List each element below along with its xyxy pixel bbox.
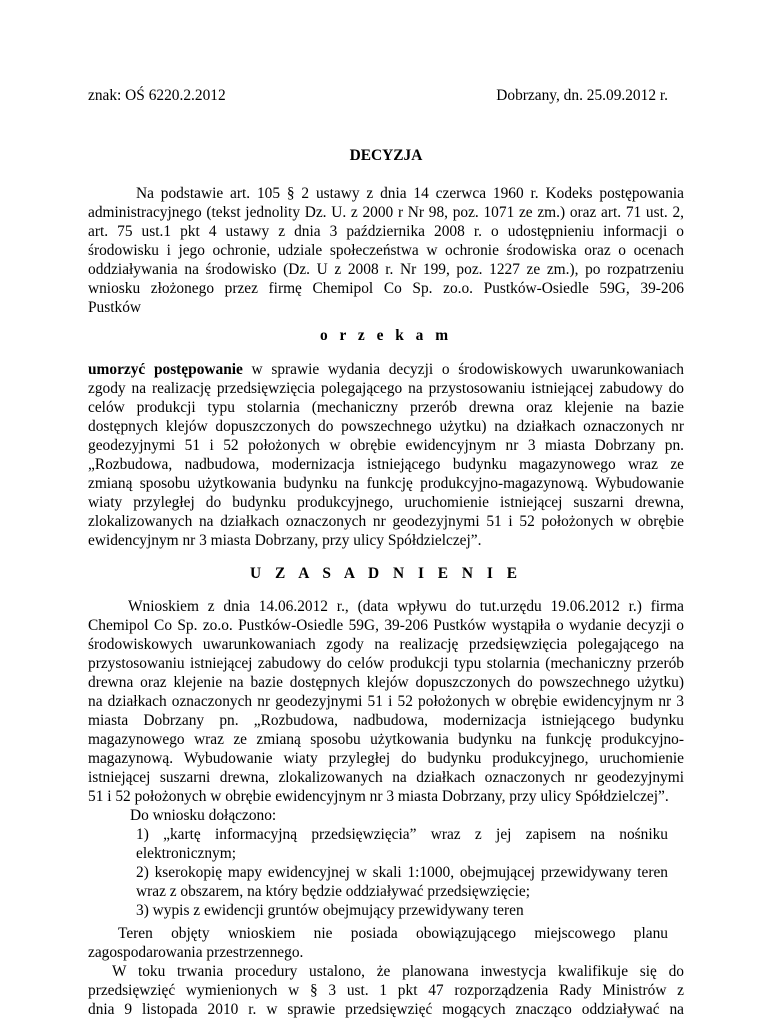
decision-line: zlokalizowanych na działkach oznaczonych nr geodezyjnymi 51 i 52 położonych w obrębie	[88, 513, 684, 530]
intro-line: wniosku złożonego przez firmę Chemipol Co Sp. zo.o. Pustków-Osiedle 59G, 39-206	[88, 280, 684, 297]
decision-line: zgody na realizację przedsięwzięcia polegającego na przystosowaniu istniejącej zabudowy do	[88, 380, 684, 397]
justification-line: przystosowaniu istniejącej zabudowy do celów produkcji typu stolarnia (mechaniczny przerób	[88, 655, 684, 672]
justification-line: 51 i 52 położonych w obrębie ewidencyjnym nr 3 miasta Dobrzany, przy ulicy Spółdzielczej”.	[88, 788, 669, 805]
intro-line: Pustków	[88, 299, 142, 316]
justification-line: Wnioskiem z dnia 14.06.2012 r., (data wpływu do tut.urzędu 19.06.2012 r.) firma	[128, 598, 684, 615]
intro-line: art. 75 ust.1 pkt 4 ustawy z dnia 3 października 2008 r. o udostępnieniu informacji o	[88, 223, 684, 240]
decision-line: zmianą sposobu użytkowania budynku na funkcję produkcyjno-magazynową. Wybudowanie	[88, 475, 684, 492]
decision-line: dostępnych klejów dopuszczonych do powszechnego użytku) na działkach oznaczonych nr	[88, 418, 684, 435]
final-line: Teren objęty wnioskiem nie posiada obowiązującego miejscowego planu	[118, 925, 668, 942]
justification-line: istniejącej suszarni drewna, zlokalizowanych na działkach oznaczonych nr geodezyjnymi	[88, 769, 684, 786]
attachments-intro: Do wniosku dołączono:	[130, 807, 277, 824]
uzasadnienie-heading: U Z A S A D N I E N I E	[250, 565, 522, 582]
intro-line: środowisku i jego ochronie, udziale społeczeństwa w ochronie środowiska oraz o ocenach	[88, 242, 684, 259]
justification-line: środowiskowych uwarunkowaniach zgody na realizację przedsięwzięcia polegającego na	[88, 636, 684, 653]
decision-bold-lead: umorzyć postępowanie	[88, 361, 243, 378]
final-line: dnia 9 listopada 2010 r. w sprawie przedsięwzięć mogących znacząco oddziaływać na	[88, 1001, 684, 1018]
case-sign: znak: OŚ 6220.2.2012	[88, 87, 226, 104]
decision-line: „Rozbudowa, nadbudowa, modernizacja istniejącego budynku magazynowego wraz ze	[88, 456, 684, 473]
final-line: zagospodarowania przestrzennego.	[88, 944, 304, 961]
decision-line: wiaty przyległej do budynku produkcyjnego, uruchomienie istniejącej suszarni drewna,	[88, 494, 684, 511]
intro-line: Na podstawie art. 105 § 2 ustawy z dnia 14 czerwca 1960 r. Kodeks postępowania	[136, 185, 684, 202]
intro-line: administracyjnego (tekst jednolity Dz. U. z 2000 r Nr 98, poz. 1071 ze zm.) oraz art. 71 ust. 2,	[88, 204, 684, 221]
decision-line-first	[88, 360, 684, 379]
decision-line: ewidencyjnym nr 3 miasta Dobrzany, przy ulicy Spółdzielczej”.	[88, 532, 482, 549]
attachment-line: 1) „kartę informacyjną przedsięwzięcia” wraz z jej zapisem na nośniku	[136, 826, 668, 843]
justification-line: Chemipol Co Sp. zo.o. Pustków-Osiedle 59G, 39-206 Pustków wystąpiła o wydanie decyzji o	[88, 617, 684, 634]
justification-line: magazynowego wraz ze zmianą sposobu użytkowania budynku na funkcję produkcyjno-	[88, 731, 684, 748]
justification-line: magazynową. Wybudowanie wiaty przyległej do budynku produkcyjnego, uruchomienie	[88, 750, 684, 767]
decision-first-rest: w sprawie wydania decyzji o środowiskowych uwarunkowaniach	[242, 361, 684, 378]
justification-line: drewna oraz klejenie na bazie dostępnych klejów dopuszczonych do powszechnego użytku)	[88, 674, 684, 691]
final-line: przedsięwzięć wymienionych w § 3 ust. 1 pkt 47 rozporządzenia Rady Ministrów z	[88, 982, 684, 999]
orzekam-heading: o r z e k a m	[319, 327, 453, 344]
decision-line: celów produkcji typu stolarnia (mechaniczny przerób drewna oraz klejenie na bazie	[88, 399, 684, 416]
intro-line: oddziaływania na środowisko (Dz. U z 2008 r. Nr 199, poz. 1227 ze zm.), po rozpatrzeniu	[88, 261, 684, 278]
attachment-line: 2) kserokopię mapy ewidencyjnej w skali 1:1000, obejmującej przewidywany teren	[136, 864, 668, 881]
final-line: W toku trwania procedury ustalono, że planowana inwestycja kwalifikuje się do	[112, 963, 684, 980]
attachment-line: elektronicznym;	[136, 845, 237, 862]
attachment-line: wraz z obszarem, na który będzie oddziaływać przedsięwzięcie;	[136, 883, 530, 900]
attachment-line: 3) wypis z ewidencji gruntów obejmujący przewidywany teren	[136, 902, 524, 919]
place-date: Dobrzany, dn. 25.09.2012 r.	[496, 87, 668, 104]
document-title: DECYZJA	[349, 147, 423, 164]
justification-line: na działkach oznaczonych nr geodezyjnymi 51 i 52 położonych w obrębie ewidencyjnym nr 3	[88, 693, 684, 710]
decision-line: geodezyjnymi 51 i 52 położonych w obrębie ewidencyjnym nr 3 miasta Dobrzany pn.	[88, 437, 684, 454]
justification-line: miasta Dobrzany pn. „Rozbudowa, nadbudowa, modernizacja istniejącego budynku	[88, 712, 684, 729]
